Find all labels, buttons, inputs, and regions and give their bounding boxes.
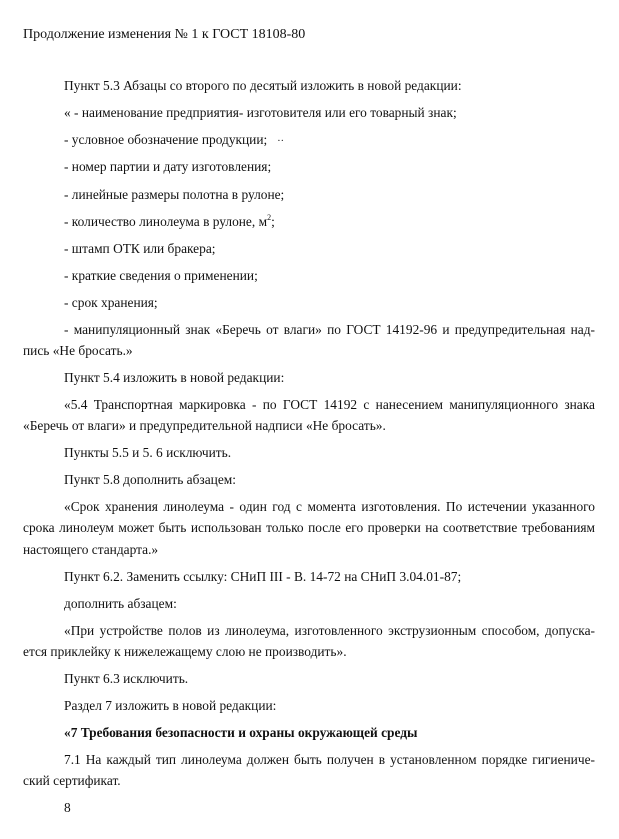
paragraph-5-4-continuation: «Беречь от влаги» и предупредительной надписи «Не бросать».	[23, 418, 386, 433]
paragraph-6-2-add: дополнить абзацем:	[64, 596, 177, 611]
list-item: « - наименование предприятия- изготовителя или его товарный знак;	[64, 105, 457, 120]
list-item-continuation: пись «Не бросать.»	[23, 343, 133, 358]
list-item: - манипуляционный знак «Беречь от влаги» по ГОСТ 14192-96 и предупредительная над-	[64, 322, 595, 337]
superscript: 2	[267, 212, 272, 222]
list-item	[64, 214, 275, 230]
stray-mark: ··	[277, 136, 284, 147]
paragraph-7-1-continuation: ский сертификат.	[23, 773, 121, 788]
paragraph-5-5: Пункты 5.5 и 5. 6 исключить.	[64, 445, 232, 460]
paragraph-5-4-intro: Пункт 5.4 изложить в новой редакции:	[64, 370, 285, 385]
paragraph-5-4-text: «5.4 Транспортная маркировка - по ГОСТ 14192 с нанесением манипуляционного знака	[64, 397, 595, 412]
paragraph-5-8-continuation: настоящего стандарта.»	[23, 542, 159, 557]
list-item: - краткие сведения о применении;	[64, 268, 258, 283]
section-7-intro: Раздел 7 изложить в новой редакции:	[64, 698, 277, 713]
list-item-punct: ;	[271, 214, 275, 229]
list-item	[64, 132, 284, 150]
page-number: 8	[64, 800, 71, 815]
list-item: - номер партии и дату изготовления;	[64, 159, 272, 174]
paragraph-5-3-intro: Пункт 5.3 Абзацы со второго по десятый изложить в новой редакции:	[64, 78, 462, 93]
paragraph-5-8-continuation: срока линолеум может быть использован только после его проверки на соответствие требованиям	[23, 520, 595, 535]
paragraph-6-2-text: «При устройстве полов из линолеума, изготовленного экструзионным способом, допуска-	[64, 623, 595, 638]
paragraph-5-8-intro: Пункт 5.8 дополнить абзацем:	[64, 472, 236, 487]
paragraph-6-2: Пункт 6.2. Заменить ссылку: СНиП III - В. 14-72 на СНиП 3.04.01-87;	[64, 569, 462, 584]
section-7-title: «7 Требования безопасности и охраны окружающей среды	[64, 725, 418, 740]
paragraph-6-3: Пункт 6.3 исключить.	[64, 671, 189, 686]
paragraph-6-2-continuation: ется приклейку к нижележащему слою не производить».	[23, 644, 347, 659]
list-item: - срок хранения;	[64, 295, 158, 310]
list-item: - линейные размеры полотна в рулоне;	[64, 187, 285, 202]
page-header: Продолжение изменения № 1 к ГОСТ 18108-80	[23, 27, 306, 42]
paragraph-7-1-text: 7.1 На каждый тип линолеума должен быть получен в установленном порядке гигиениче-	[64, 752, 595, 767]
list-item-text: - условное обозначение продукции;	[64, 132, 268, 147]
paragraph-5-8-text: «Срок хранения линолеума - один год с момента изготовления. По истечении указанного	[64, 499, 595, 514]
list-item-text: - количество линолеума в рулоне, м	[64, 214, 268, 229]
list-item: - штамп ОТК или бракера;	[64, 241, 216, 256]
